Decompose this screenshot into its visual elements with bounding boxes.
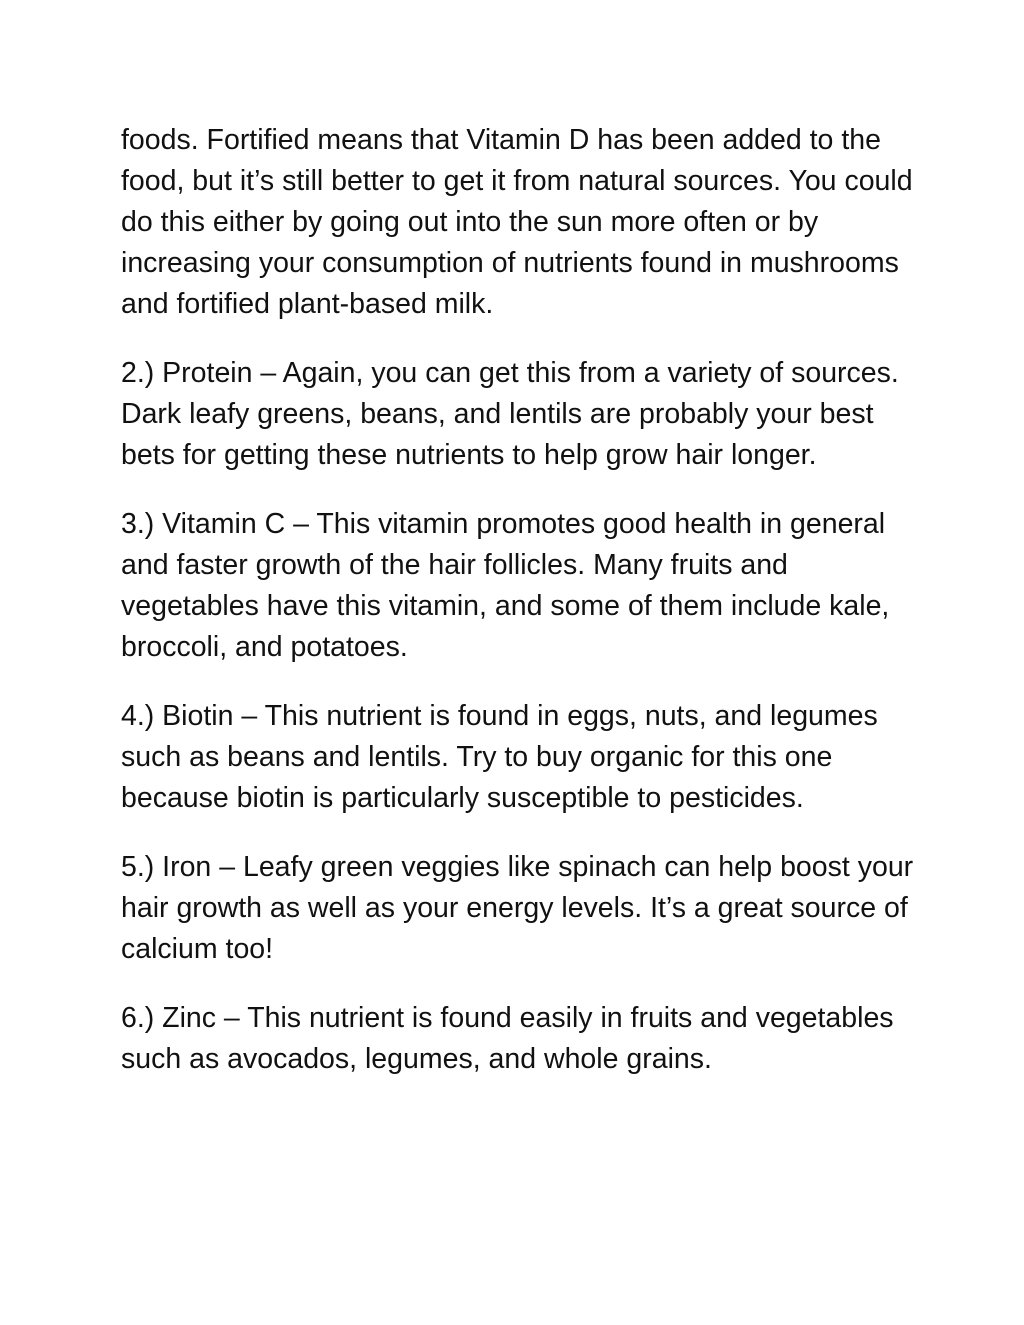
paragraph-vitamin-d-continued: foods. Fortified means that Vitamin D has been added to the food, but it’s still better to get it from natural sources. You could do this either by going out into the sun more often or by increasing your consumption of nutrients found in mushrooms and fortified plant-based milk.	[121, 124, 913, 320]
paragraph-zinc: 6.) Zinc – This nutrient is found easily in fruits and vegetables such as avocados, legumes, and whole grains.	[121, 1002, 894, 1075]
paragraph-protein: 2.) Protein – Again, you can get this from a variety of sources. Dark leafy greens, beans, and lentils are probably your best bets for getting these nutrients to help grow hair longer.	[121, 357, 899, 471]
document-body	[121, 120, 921, 1108]
paragraph-biotin: 4.) Biotin – This nutrient is found in eggs, nuts, and legumes such as beans and lentils. Try to buy organic for this one because biotin is particularly susceptible to pesticides.	[121, 700, 878, 814]
paragraph-vitamin-c: 3.) Vitamin C – This vitamin promotes good health in general and faster growth of the hair follicles. Many fruits and vegetables have this vitamin, and some of them include kale, broccoli, and potatoes.	[121, 508, 890, 663]
paragraph-iron: 5.) Iron – Leafy green veggies like spinach can help boost your hair growth as well as your energy levels. It’s a great source of calcium too!	[121, 851, 914, 965]
